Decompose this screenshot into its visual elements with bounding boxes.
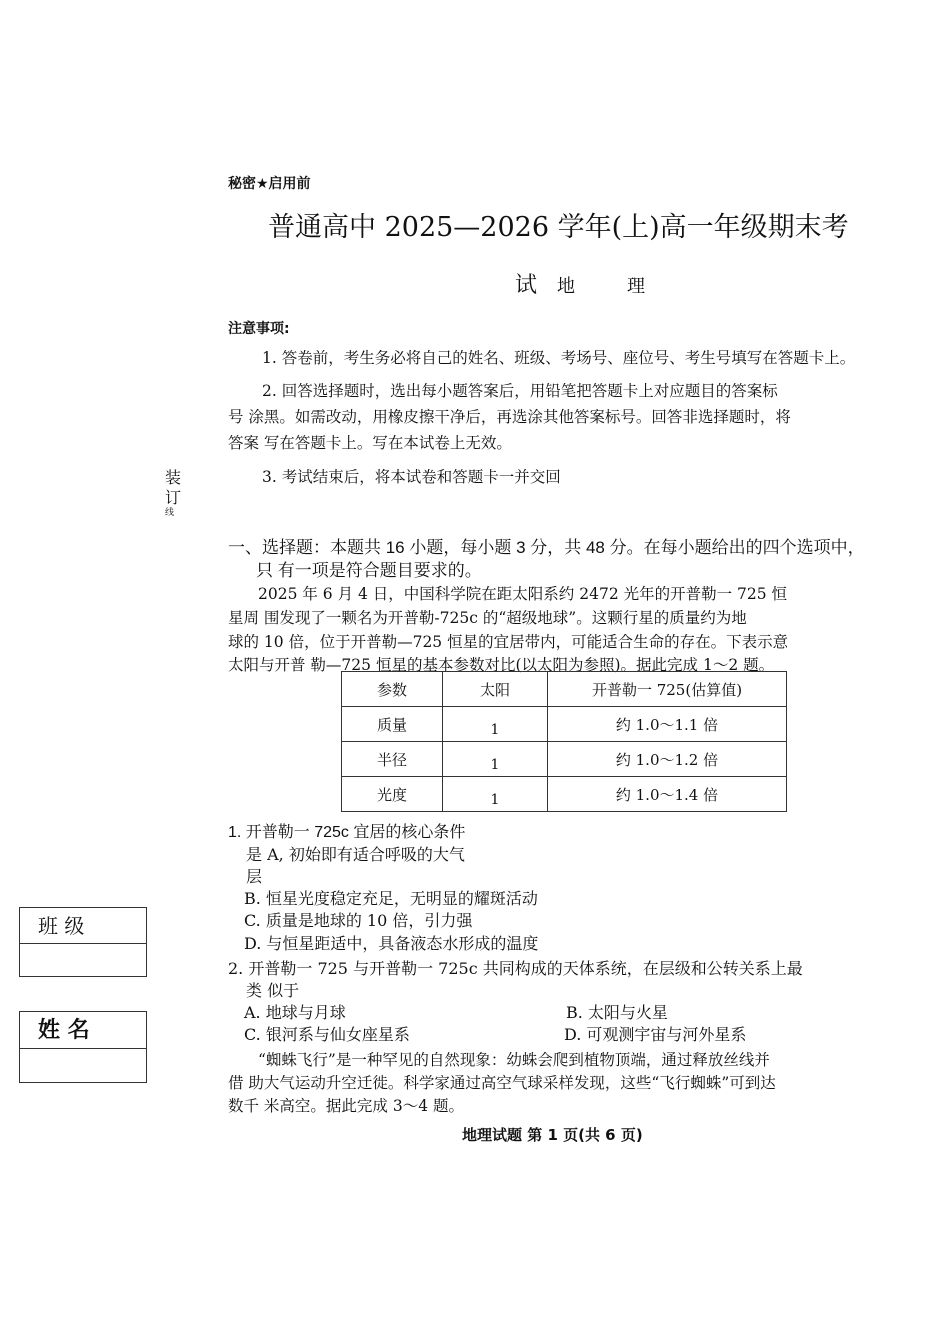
- table-row: [342, 742, 787, 777]
- binding-char-zhuang: 装: [165, 468, 182, 487]
- notice-item-2-line-3: 答案 写在答题卡上。写在本试卷上无效。: [228, 434, 512, 452]
- table-cell: 约 1.0～1.1 倍: [548, 707, 787, 742]
- question-2-option-c: C. 银河系与仙女座星系: [244, 1025, 410, 1044]
- binding-char-ding: 订: [165, 488, 182, 507]
- question-2-option-b: B. 太阳与火星: [566, 1003, 668, 1022]
- notice-item-1: 1. 答卷前，考生务必将自己的姓名、班级、考场号、座位号、考生号填写在答题卡上。: [262, 349, 856, 367]
- question-1-option-d: D. 与恒星距适中，具备液态水形成的温度: [244, 934, 539, 953]
- question-1-option-a: 是 A, 初始即有适合呼吸的大气: [246, 845, 465, 864]
- confidential-mark: 秘密★启用前: [228, 176, 311, 192]
- notice-item-2-line-1: 2. 回答选择题时，选出每小题答案后，用铅笔把答题卡上对应题目的答案标: [262, 382, 778, 400]
- binding-line-mark: [165, 468, 181, 518]
- page-footer: 地理试题 第 1 页(共 6 页): [462, 1126, 643, 1144]
- passage-2-line-2: 借 助大气运动升空迁徙。科学家通过高空气球采样发现，这些“飞行蜘蛛”可到达: [228, 1074, 776, 1092]
- exam-title: 普通高中 2025—2026 学年(上)高一年级期末考: [268, 212, 849, 243]
- table-header-cell: 开普勒一 725(估算值): [548, 672, 787, 707]
- class-fill-area[interactable]: [20, 944, 146, 978]
- passage-2-line-3: 数千 米高空。据此完成 3～4 题。: [228, 1097, 465, 1115]
- table-cell: 质量: [342, 707, 443, 742]
- class-label: 班 级: [20, 908, 146, 944]
- question-1-option-b: B. 恒星光度稳定充足，无明显的耀斑活动: [244, 889, 538, 908]
- passage-1-line-4: 太阳与开普 勒—725 恒星的基本参数对比(以太阳为参照)。据此完成 1～2 题。: [228, 656, 775, 674]
- subject-title: [515, 268, 645, 299]
- name-box: [19, 1011, 147, 1083]
- table-row: [342, 777, 787, 812]
- section-1-heading-line-1: 一、选择题：本题共 16 小题，每小题 3 分，共 48 分。在每小题给出的四个选项中，: [228, 538, 865, 557]
- table-cell: 1: [443, 742, 548, 777]
- question-2-option-a: A. 地球与月球: [244, 1003, 346, 1022]
- table-cell: 1: [443, 707, 548, 742]
- subject-char-3: 理: [627, 276, 645, 297]
- subject-char-2: 地: [557, 276, 575, 297]
- table-header-row: [342, 672, 787, 707]
- class-box: [19, 907, 147, 977]
- subject-char-1: 试: [515, 273, 538, 298]
- question-1-option-a-cont: 层: [246, 867, 263, 886]
- table-cell: 半径: [342, 742, 443, 777]
- table-header-cell: 太阳: [443, 672, 548, 707]
- parameter-table: [341, 671, 787, 812]
- question-2-stem-cont: 类 似于: [246, 981, 300, 1000]
- question-1-option-c: C. 质量是地球的 10 倍，引力强: [244, 911, 473, 930]
- passage-2-line-1: “蜘蛛飞行”是一种罕见的自然现象：幼蛛会爬到植物顶端，通过释放丝线并: [258, 1051, 770, 1069]
- table-row: [342, 707, 787, 742]
- table-cell: 光度: [342, 777, 443, 812]
- table-cell: 约 1.0～1.4 倍: [548, 777, 787, 812]
- binding-char-xian: 线: [165, 508, 175, 518]
- name-fill-area[interactable]: [20, 1049, 146, 1084]
- name-label: 姓 名: [20, 1012, 146, 1049]
- notice-heading: 注意事项:: [228, 321, 290, 337]
- table-header-cell: 参数: [342, 672, 443, 707]
- notice-item-2-line-2: 号 涂黑。如需改动，用橡皮擦干净后，再选涂其他答案标号。回答非选择题时，将: [228, 408, 791, 426]
- table-cell: 1: [443, 777, 548, 812]
- section-1-heading-line-2: 只 有一项是符合题目要求的。: [256, 561, 482, 580]
- notice-item-3: 3. 考试结束后，将本试卷和答题卡一并交回: [262, 468, 561, 486]
- passage-1-line-1: 2025 年 6 月 4 日，中国科学院在距太阳系约 2472 光年的开普勒一 725 恒: [258, 585, 788, 603]
- question-1-stem: 1. 开普勒一 725c 宜居的核心条件: [228, 824, 466, 841]
- question-2-option-d: D. 可观测宇宙与河外星系: [564, 1025, 747, 1044]
- question-2-stem: 2. 开普勒一 725 与开普勒一 725c 共同构成的天体系统，在层级和公转关系上最: [228, 959, 803, 978]
- passage-1-line-3: 球的 10 倍，位于开普勒—725 恒星的宜居带内，可能适合生命的存在。下表示意: [228, 633, 789, 651]
- section-1-heading: [228, 536, 865, 582]
- table-cell: 约 1.0～1.2 倍: [548, 742, 787, 777]
- passage-1-line-2: 星周 围发现了一颗名为开普勒-725c 的“超级地球”。这颗行星的质量约为地: [228, 609, 747, 627]
